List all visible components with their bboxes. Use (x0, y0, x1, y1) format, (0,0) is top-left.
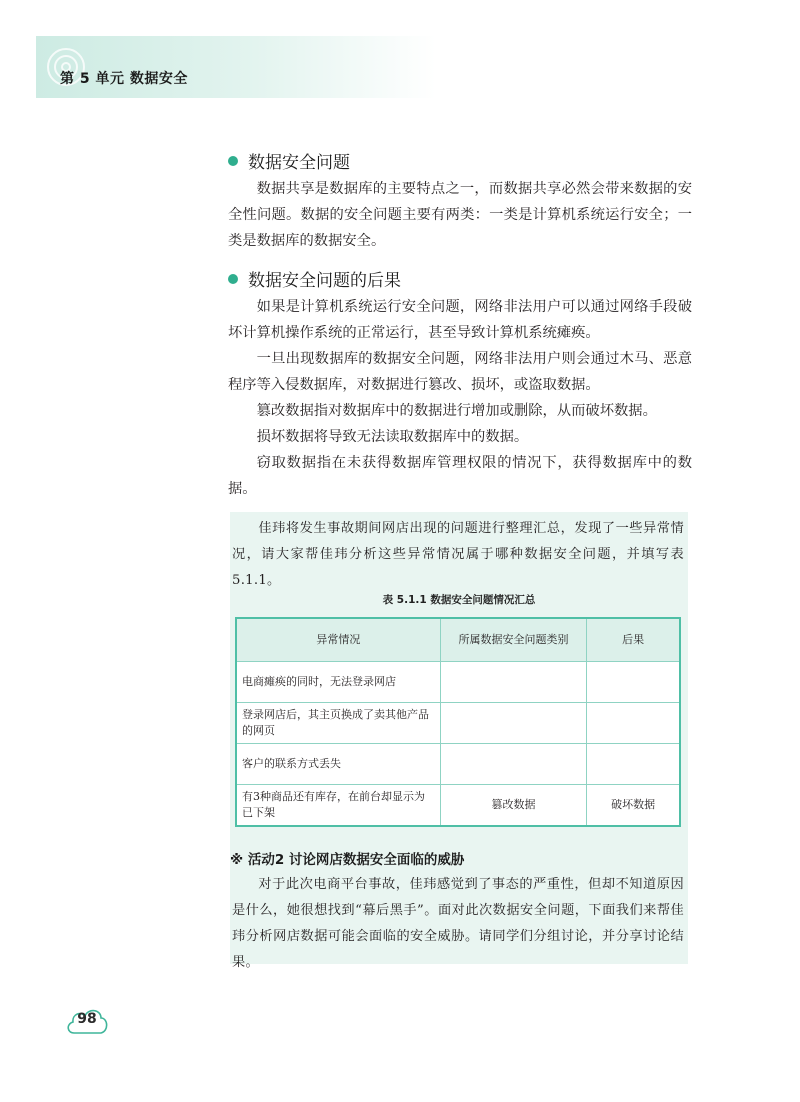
unit-title: 第 5 单元 数据安全 (60, 71, 188, 87)
table-cell-fillable[interactable] (587, 703, 680, 744)
paragraph: 篡改数据指对数据库中的数据进行增加或删除，从而破坏数据。 (256, 403, 657, 419)
table-row (236, 785, 680, 827)
table-cell-fillable[interactable] (440, 744, 587, 785)
table-cell-fillable[interactable] (440, 662, 587, 703)
bullet-dot-icon (228, 156, 238, 166)
paragraph: 窃取数据指在未获得数据库管理权限的情况下，获得数据库中的数据。 (228, 455, 692, 497)
activity-text: 对于此次电商平台事故，佳玮感觉到了事态的严重性，但却不知道原因是什么，她很想找到“幕后黑手”。面对此次数据安全问题，下面我们来帮佳玮分析网店数据可能会面临的安全威胁。请同学们分组讨论，并分享讨论结果。 (232, 877, 684, 970)
table-cell: 客户的联系方式丢失 (236, 744, 440, 785)
table-row (236, 744, 680, 785)
heading-text: 数据安全问题 (248, 153, 350, 173)
page-number-badge (64, 1003, 110, 1039)
table-cell-fillable[interactable] (587, 662, 680, 703)
paragraph: 损坏数据将导致无法读取数据库中的数据。 (256, 429, 529, 445)
table-cell: 破坏数据 (587, 785, 680, 827)
table-header-row (236, 618, 680, 662)
table-cell: 登录网店后，其主页换成了卖其他产品的网页 (236, 703, 440, 744)
column-header: 后果 (587, 618, 680, 662)
page-number: 98 (77, 1011, 97, 1027)
table-cell: 电商瘫痪的同时，无法登录网店 (236, 662, 440, 703)
bullet-dot-icon (228, 274, 238, 284)
activity-title: ※ 活动2 讨论网店数据安全面临的威胁 (230, 852, 465, 868)
table-cell: 有3种商品还有库存，在前台却显示为已下架 (236, 785, 440, 827)
table-cell-fillable[interactable] (440, 703, 587, 744)
column-header: 所属数据安全问题类别 (440, 618, 587, 662)
paragraph: 数据共享是数据库的主要特点之一，而数据共享必然会带来数据的安全性问题。数据的安全问题主要有两类：一类是计算机系统运行安全；一类是数据库的数据安全。 (228, 181, 692, 249)
table-cell-fillable[interactable] (587, 744, 680, 785)
column-header: 异常情况 (236, 618, 440, 662)
task-intro: 佳玮将发生事故期间网店出现的问题进行整理汇总，发现了一些异常情况，请大家帮佳玮分析这些异常情况属于哪种数据安全问题，并填写表5.1.1。 (232, 521, 684, 588)
table-row (236, 662, 680, 703)
paragraph: 一旦出现数据库的数据安全问题，网络非法用户则会通过木马、恶意程序等入侵数据库，对数据进行篡改、损坏，或盗取数据。 (228, 351, 692, 393)
table-cell: 篡改数据 (440, 785, 587, 827)
section-heading-consequences (228, 266, 401, 291)
header-band (36, 36, 436, 98)
section-heading-data-security-issues (228, 148, 350, 173)
heading-text: 数据安全问题的后果 (248, 271, 401, 291)
table-caption: 表 5.1.1 数据安全问题情况汇总 (382, 594, 536, 606)
paragraph: 如果是计算机系统运行安全问题，网络非法用户可以通过网络手段破坏计算机操作系统的正常运行，甚至导致计算机系统瘫痪。 (228, 299, 692, 341)
table-row (236, 703, 680, 744)
summary-table (235, 617, 681, 827)
